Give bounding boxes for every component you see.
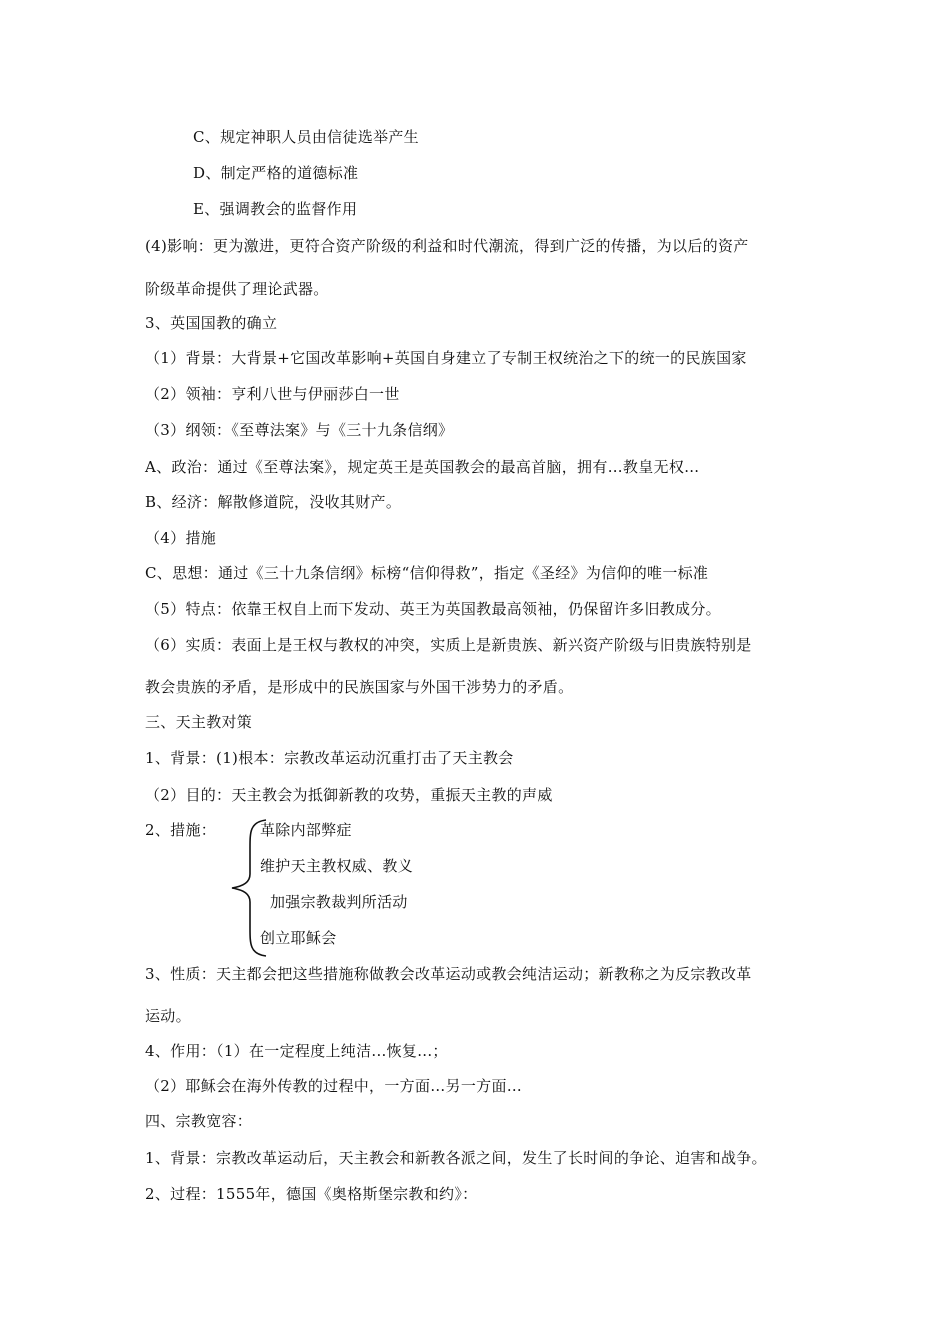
text-line: 3、性质：天主都会把这些措施称做教会改革运动或教会纯洁运动；新教称之为反宗教改革	[145, 965, 752, 983]
text-line: D、制定严格的道德标准	[193, 164, 359, 182]
text-line: 阶级革命提供了理论武器。	[145, 280, 329, 298]
text-line: 运动。	[145, 1007, 191, 1025]
text-line: (4)影响：更为激进，更符合资产阶级的利益和时代潮流，得到广泛的传播，为以后的资产	[145, 237, 749, 255]
text-line: B、经济：解散修道院，没收其财产。	[145, 493, 402, 511]
measure-item: 革除内部弊症	[260, 821, 352, 839]
section-heading: 四、宗教宽容：	[145, 1112, 253, 1130]
text-line: 2、措施：	[145, 821, 217, 839]
text-line: 1、背景：宗教改革运动后，天主教会和新教各派之间，发生了长时间的争论、迫害和战争。	[145, 1149, 767, 1167]
text-line: C、规定神职人员由信徒选举产生	[193, 128, 419, 146]
text-line: 2、过程：1555年，德国《奥格斯堡宗教和约》：	[145, 1185, 478, 1203]
text-line: （1）背景：大背景+它国改革影响+英国自身建立了专制王权统治之下的统一的民族国家	[145, 349, 747, 367]
text-line: （3）纲领：《至尊法案》与《三十九条信纲》	[145, 421, 454, 439]
measure-item: 创立耶稣会	[260, 929, 337, 947]
text-line: （5）特点：依靠王权自上而下发动、英王为英国教最高领袖，仍保留许多旧教成分。	[145, 600, 721, 618]
text-line: （4）措施	[145, 529, 217, 547]
text-line: E、强调教会的监督作用	[193, 200, 358, 218]
measure-item: 加强宗教裁判所活动	[270, 893, 408, 911]
section-heading: 三、天主教对策	[145, 713, 253, 731]
section-heading: 3、英国国教的确立	[145, 314, 278, 332]
text-line: （2）目的：天主教会为抵御新教的攻势，重振天主教的声威	[145, 786, 553, 804]
text-line: A、政治：通过《至尊法案》，规定英王是英国教会的最高首脑，拥有…教皇无权…	[145, 458, 700, 476]
text-line: C、思想：通过《三十九条信纲》标榜“信仰得救”，指定《圣经》为信仰的唯一标准	[145, 564, 709, 582]
text-line: 1、背景：(1)根本：宗教改革运动沉重打击了天主教会	[145, 749, 514, 767]
text-line: 4、作用：（1）在一定程度上纯洁...恢复...；	[145, 1042, 448, 1060]
measure-item: 维护天主教权威、教义	[260, 857, 414, 875]
text-line: （6）实质：表面上是王权与教权的冲突，实质上是新贵族、新兴资产阶级与旧贵族特别是	[145, 636, 752, 654]
text-line: （2）领袖：亨利八世与伊丽莎白一世	[145, 385, 400, 403]
text-line: 教会贵族的矛盾，是形成中的民族国家与外国干涉势力的矛盾。	[145, 678, 574, 696]
text-line: （2）耶稣会在海外传教的过程中，一方面…另一方面…	[145, 1077, 523, 1095]
